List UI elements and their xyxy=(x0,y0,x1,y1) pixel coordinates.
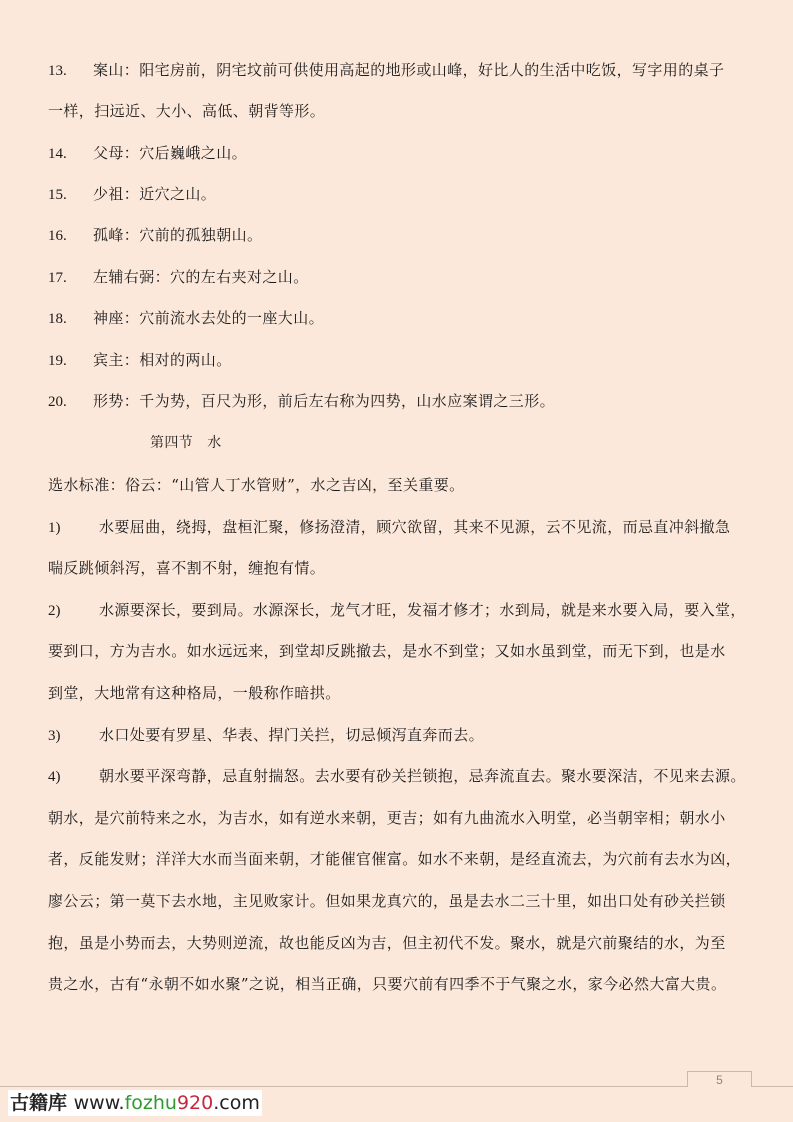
water-item-3 xyxy=(48,725,748,746)
footer-divider xyxy=(0,1086,793,1087)
item-number: 2) xyxy=(48,603,61,619)
water-item-2-continuation: 要到口，方为吉水。如水远远来，到堂却反跳撤去，是水不到堂；又如水虽到堂，而无下到，也是水 xyxy=(48,642,726,660)
watermark-fozhu: fozhu xyxy=(124,1092,177,1114)
item-number: 1) xyxy=(48,520,61,536)
item-text: 水要屈曲，绕拇，盘桓汇聚，修扬澄清，顾穴欲留，其来不见源，云不见流，而忌直冲斜撤急 xyxy=(99,518,731,536)
item-text: 孤峰：穴前的孤独朝山。 xyxy=(93,226,263,244)
item-text: 宾主：相对的两山。 xyxy=(93,351,232,369)
water-item-2 xyxy=(48,600,748,621)
water-item-4-continuation: 廖公云；第一莫下去水地，主见败家计。但如果龙真穴的，虽是去水二三十里，如出口处有砂关拦锁 xyxy=(48,892,726,910)
item-number: 3) xyxy=(48,728,61,744)
list-item-13 xyxy=(48,60,748,81)
section-heading xyxy=(150,433,793,453)
section-heading-part1: 第四节 xyxy=(150,435,194,451)
water-item-4-continuation: 贵之水，古有“永朝不如水聚”之说，相当正确，只要穴前有四季不于气聚之水，家今必然大富大贵。 xyxy=(48,975,727,993)
watermark-com: .com xyxy=(213,1092,260,1114)
item-text: 水源要深长，要到局。水源深长，龙气才旺，发福才修才；水到局，就是来水要入局，要入堂， xyxy=(99,601,746,619)
item-number: 14. xyxy=(48,146,67,162)
list-item-18 xyxy=(48,308,748,329)
section-heading-part2: 水 xyxy=(207,435,222,451)
water-item-4-continuation: 朝水，是穴前特来之水，为吉水，如有逆水来朝，更吉；如有九曲流水入明堂，必当朝宰相；朝水小 xyxy=(48,809,726,827)
list-item-17 xyxy=(48,267,748,288)
item-number: 18. xyxy=(48,311,67,327)
item-number: 13. xyxy=(48,63,67,79)
water-item-2-continuation: 到堂，大地常有这种格局，一般称作暗拱。 xyxy=(48,684,341,702)
item-text: 形势：千为势，百尺为形，前后左右称为四势，山水应案谓之三形。 xyxy=(93,392,556,410)
list-item-20 xyxy=(48,391,748,412)
item-number: 15. xyxy=(48,187,67,203)
item-number: 16. xyxy=(48,228,67,244)
water-item-4-continuation: 抱，虽是小势而去，大势则逆流，故也能反凶为吉，但主初代不发。聚水，就是穴前聚结的水，为至 xyxy=(48,934,726,952)
item-text: 父母：穴后巍峨之山。 xyxy=(93,144,248,162)
page-number: 5 xyxy=(687,1071,752,1087)
list-item-19 xyxy=(48,350,748,371)
list-item-14 xyxy=(48,143,748,164)
item-text: 朝水要平深弯静，忌直射揣怒。去水要有砂关拦锁抱，忌奔流直去。聚水要深洁，不见来去源。 xyxy=(99,767,746,785)
item-number: 4) xyxy=(48,769,61,785)
list-item-15 xyxy=(48,184,748,205)
item-text: 案山：阳宅房前，阴宅坟前可供使用高起的地形或山峰，好比人的生活中吃饭，写字用的桌子 xyxy=(93,61,725,79)
water-item-4 xyxy=(48,766,748,787)
watermark-digits: 920 xyxy=(176,1092,214,1114)
list-item-13-continuation: 一样，扫远近、大小、高低、朝背等形。 xyxy=(48,102,326,120)
item-text: 神座：穴前流水去处的一座大山。 xyxy=(93,309,325,327)
item-text: 水口处要有罗星、华表、捍门关拦，切忌倾泻直奔而去。 xyxy=(99,726,485,744)
item-text: 少祖：近穴之山。 xyxy=(93,185,217,203)
item-number: 19. xyxy=(48,353,67,369)
water-item-1-continuation: 喘反跳倾斜泻，喜不割不射，缠抱有情。 xyxy=(48,559,326,577)
water-item-1 xyxy=(48,517,748,538)
watermark-logo xyxy=(8,1090,262,1116)
item-number: 20. xyxy=(48,394,67,410)
list-item-16 xyxy=(48,225,748,246)
item-text: 左辅右弼：穴的左右夹对之山。 xyxy=(93,268,309,286)
watermark-www: www. xyxy=(73,1092,125,1114)
item-number: 17. xyxy=(48,270,67,286)
watermark-cn: 古籍库 xyxy=(10,1092,68,1114)
intro-paragraph: 选水标准：俗云：“山管人丁水管财”，水之吉凶，至关重要。 xyxy=(48,476,465,494)
water-item-4-continuation: 者，反能发财；洋洋大水而当面来朝，才能催官催富。如水不来朝，是经直流去，为穴前有去水为凶， xyxy=(48,850,742,868)
